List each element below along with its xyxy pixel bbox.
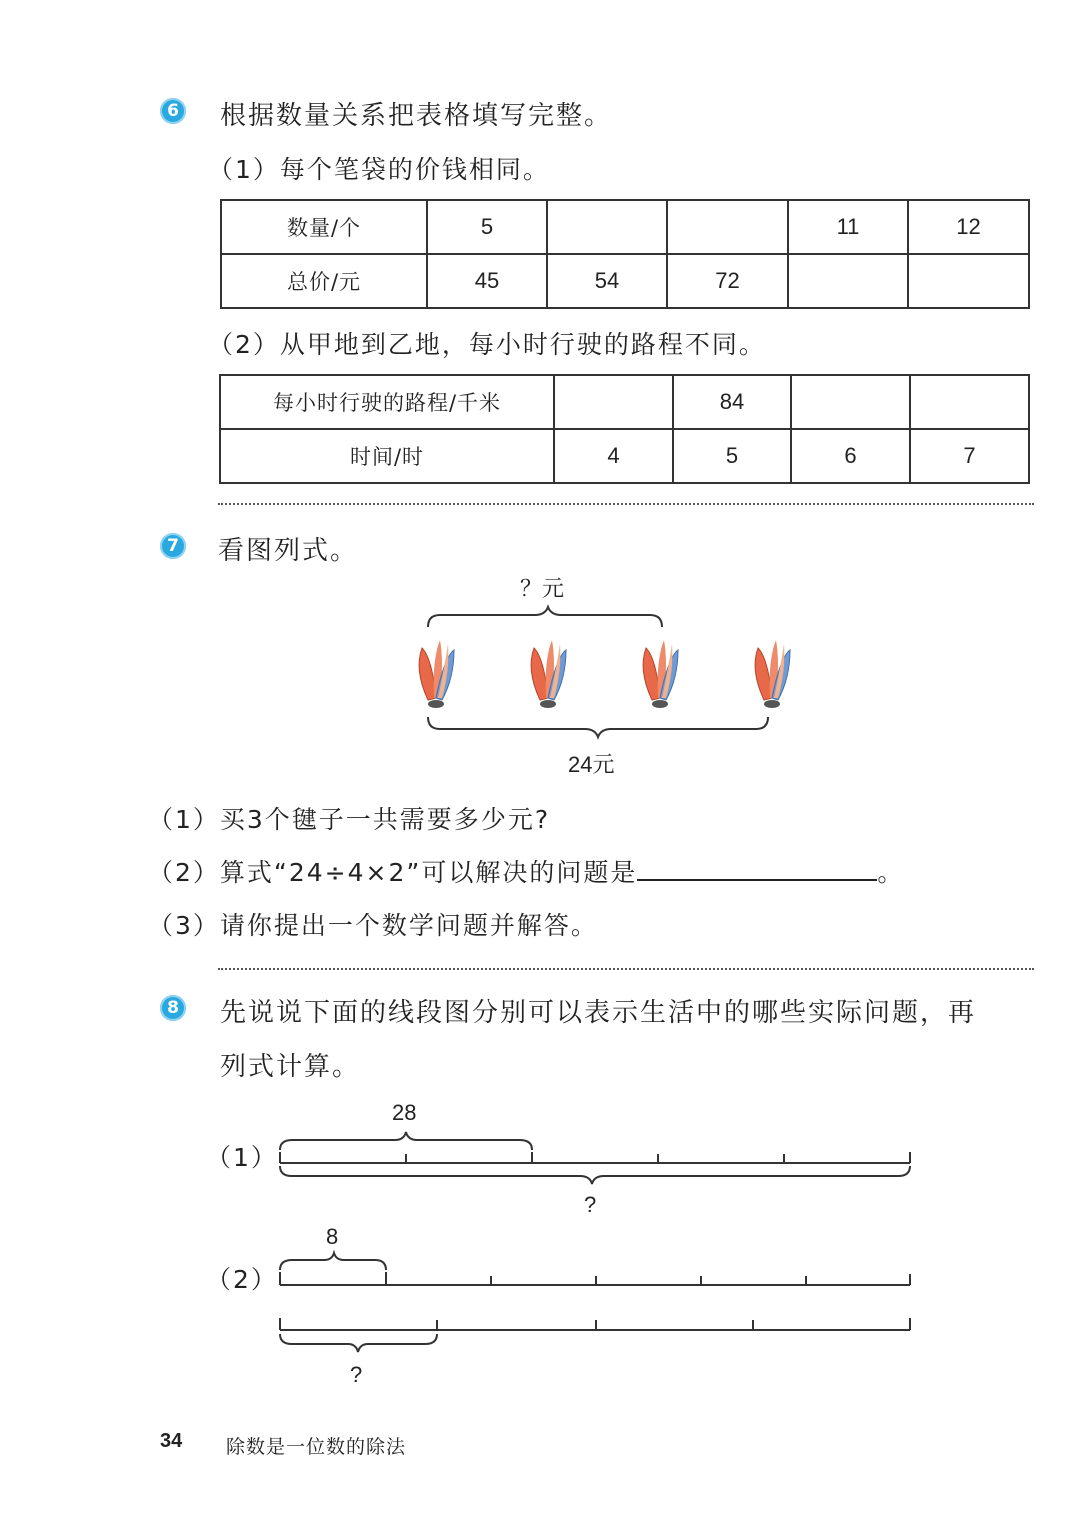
divider: [218, 503, 1034, 505]
diagram-1-top-value: 28: [392, 1100, 417, 1125]
diagram-1-bottom-value: ?: [584, 1192, 597, 1217]
table1-cell: 54: [547, 254, 667, 308]
table2-cell: 84: [673, 375, 791, 429]
q6-table-1: [220, 199, 1030, 309]
shuttlecock-icon: [531, 640, 566, 708]
q6-part2-label: （2）从甲地到乙地，每小时行驶的路程不同。: [208, 330, 766, 359]
table2-cell: 4: [554, 429, 673, 483]
total-price-label: 24元: [568, 752, 615, 777]
divider: [218, 968, 1034, 970]
question-8-badge: 8: [160, 995, 186, 1021]
bottom-brace: [428, 717, 768, 737]
shuttlecock-figure: [400, 595, 800, 745]
table1-cell: 72: [667, 254, 788, 308]
question-6-badge: 6: [160, 98, 186, 124]
table2-cell: 6: [791, 429, 910, 483]
diagram-1-label: （1）: [206, 1143, 278, 1172]
price-question-label: ？元: [520, 576, 565, 601]
diagram-1-top-brace: [280, 1132, 532, 1150]
table2-cell: 7: [910, 429, 1029, 483]
q7-item-3: （3）请你提出一个数学问题并解答。: [148, 911, 598, 940]
shuttlecock-icon: [643, 640, 678, 708]
diagram-1-bottom-brace: [280, 1166, 910, 1184]
shuttlecock-icon: [755, 640, 790, 708]
table1-cell-blank[interactable]: [667, 200, 788, 254]
table1-cell-blank[interactable]: [547, 200, 667, 254]
question-7-badge: 7: [160, 533, 186, 559]
q7-item-2-text: （2）算式“24÷4×2”可以解决的问题是: [148, 858, 638, 887]
table1-cell-blank[interactable]: [788, 254, 908, 308]
answer-blank[interactable]: [637, 857, 877, 881]
table1-header-quantity: 数量/个: [221, 200, 427, 254]
table2-header-time: 时间/时: [220, 429, 554, 483]
table1-cell-blank[interactable]: [908, 254, 1029, 308]
q7-item-1: （1）买3个毽子一共需要多少元?: [148, 805, 551, 834]
top-brace: [428, 607, 662, 627]
table2-cell-blank[interactable]: [910, 375, 1029, 429]
diagram-2-top-brace: [280, 1253, 386, 1270]
table1-cell: 11: [788, 200, 908, 254]
question-8-title-line1: 先说说下面的线段图分别可以表示生活中的哪些实际问题，再: [220, 998, 977, 1028]
chapter-title: 除数是一位数的除法: [226, 1436, 407, 1458]
question-8-title-line2: 列式计算。: [220, 1052, 361, 1082]
q7-item-2: [148, 853, 904, 889]
diagram-2-top-value: 8: [326, 1224, 339, 1249]
q6-part1-label: （1）每个笔袋的价钱相同。: [208, 155, 550, 184]
q7-item-2-end: 。: [877, 858, 905, 887]
table1-cell: 45: [427, 254, 547, 308]
page-number: 34: [160, 1430, 183, 1452]
q6-table-2: [219, 374, 1030, 484]
diagram-2-bottom-brace: [280, 1334, 437, 1352]
table1-header-total: 总价/元: [221, 254, 427, 308]
question-6-title: 根据数量关系把表格填写完整。: [220, 101, 613, 131]
segment-diagram-1: [270, 1128, 930, 1198]
table2-cell-blank[interactable]: [554, 375, 673, 429]
question-7-title: 看图列式。: [218, 536, 359, 566]
table1-cell: 5: [427, 200, 547, 254]
table2-cell-blank[interactable]: [791, 375, 910, 429]
table2-header-speed: 每小时行驶的路程/千米: [220, 375, 554, 429]
shuttlecock-icon: [419, 640, 454, 708]
diagram-2-bottom-value: ?: [350, 1362, 363, 1387]
segment-diagram-2: [270, 1250, 930, 1360]
table1-cell: 12: [908, 200, 1029, 254]
diagram-2-label: （2）: [206, 1265, 278, 1294]
table2-cell: 5: [673, 429, 791, 483]
